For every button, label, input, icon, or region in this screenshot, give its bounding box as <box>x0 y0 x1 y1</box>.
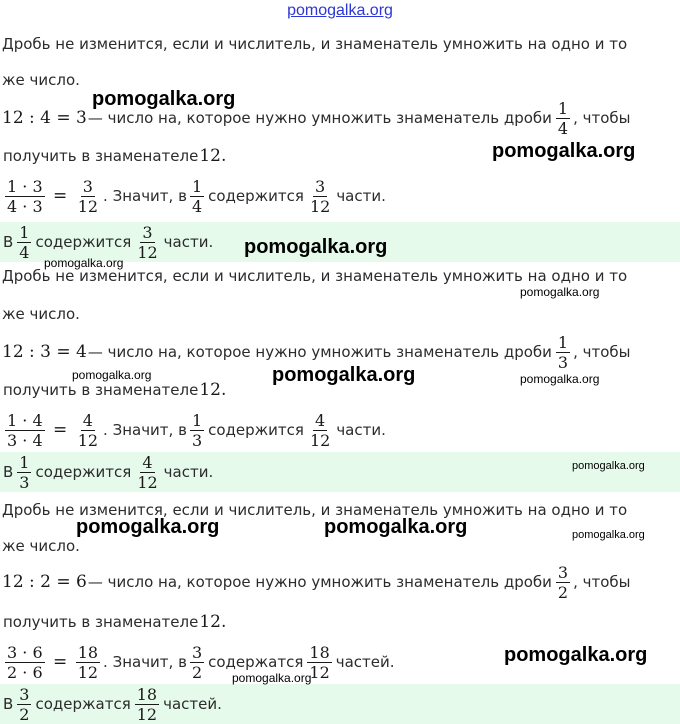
rule-line-1: Дробь не изменится, если и числитель, и знаменатель умножить на одно и то <box>2 35 628 53</box>
watermark: pomogalka.org <box>92 88 236 110</box>
watermark: pomogalka.org <box>504 644 648 666</box>
fraction: $\frac{1}{4}$ <box>191 176 203 216</box>
header-site-link[interactable]: pomogalka.org <box>287 2 393 19</box>
division-equation: 12 : 2 = 6 <box>2 572 87 592</box>
answer-line: В $\frac{1}{3}$ содержится $\frac{4}{12}$ части. <box>0 452 680 492</box>
rule-line-2: же число. <box>2 71 80 89</box>
watermark: pomogalka.org <box>324 516 468 538</box>
rule-line-2: же число. <box>2 305 80 323</box>
fraction: $\frac{1}{3}$ <box>19 452 30 492</box>
answer-line: В $\frac{3}{2}$ содержатся $\frac{18}{12}$ частей. <box>0 684 680 724</box>
watermark: pomogalka.org <box>520 372 600 386</box>
denominator-line: получить в знаменателе 12. <box>3 146 227 166</box>
equation-line: 12 : 2 = 6 — число на, которое нужно умножить знаменатель дроби $\frac{3}{2}$ , чтобы <box>2 562 631 602</box>
fraction: $\frac{1 \cdot 3}{4 \cdot 3}$ <box>7 176 43 216</box>
fraction: $\frac{3 \cdot 6}{2 \cdot 6}$ <box>7 642 43 682</box>
fraction: $\frac{18}{12}$ <box>77 642 99 682</box>
rule-line-1: Дробь не изменится, если и числитель, и знаменатель умножить на одно и то <box>2 501 628 519</box>
fraction: $\frac{1}{3}$ <box>191 410 203 450</box>
fraction: $\frac{18}{12}$ <box>309 642 330 682</box>
fraction-equality-line: $\frac{1 \cdot 4}{3 \cdot 4}$ = $\frac{4}{12}$ . Значит, в $\frac{1}{3}$ содержится $\frac{4}{12}$ части. <box>7 410 386 450</box>
fraction-equality-line: $\frac{3 \cdot 6}{2 \cdot 6}$ = $\frac{18}{12}$ . Значит, в $\frac{3}{2}$ содержатся $\frac{18}{12}$ частей. <box>7 642 395 682</box>
fraction: $\frac{3}{12}$ <box>77 176 99 216</box>
equation-line: 12 : 3 = 4 — число на, которое нужно умножить знаменатель дроби $\frac{1}{3}$ , чтобы <box>2 332 631 372</box>
watermark: pomogalka.org <box>232 671 312 685</box>
watermark: pomogalka.org <box>72 368 152 382</box>
watermark: pomogalka.org <box>244 236 388 258</box>
answer-line: В $\frac{1}{4}$ содержится $\frac{3}{12}$ части. <box>0 222 680 262</box>
division-equation: 12 : 4 = 3 <box>2 108 87 128</box>
fraction: $\frac{4}{12}$ <box>137 452 158 492</box>
watermark: pomogalka.org <box>572 529 645 541</box>
watermark: pomogalka.org <box>492 140 636 162</box>
watermark: pomogalka.org <box>572 460 645 472</box>
fraction: $\frac{4}{12}$ <box>77 410 99 450</box>
fraction: $\frac{3}{2}$ <box>557 562 569 602</box>
fraction: $\frac{3}{2}$ <box>191 642 203 682</box>
rule-line-2: же число. <box>2 537 80 555</box>
watermark: pomogalka.org <box>272 364 416 386</box>
fraction: $\frac{18}{12}$ <box>136 684 158 724</box>
fraction: $\frac{1}{3}$ <box>557 332 569 372</box>
fraction-equality-line: $\frac{1 \cdot 3}{4 \cdot 3}$ = $\frac{3}{12}$ . Значит, в $\frac{1}{4}$ содержится $\frac{3}{12}$ части. <box>7 176 386 216</box>
fraction: $\frac{1 \cdot 4}{3 \cdot 4}$ <box>7 410 43 450</box>
division-equation: 12 : 3 = 4 <box>2 342 87 362</box>
fraction: $\frac{3}{2}$ <box>19 684 30 724</box>
fraction: $\frac{3}{12}$ <box>309 176 331 216</box>
watermark: pomogalka.org <box>44 256 124 270</box>
denominator-line: получить в знаменателе 12. <box>3 612 227 632</box>
denominator-line: получить в знаменателе 12. <box>3 380 227 400</box>
fraction: $\frac{1}{4}$ <box>557 98 569 138</box>
watermark: pomogalka.org <box>520 285 600 299</box>
fraction: $\frac{3}{12}$ <box>137 222 158 262</box>
equation-line: 12 : 4 = 3 — число на, которое нужно умножить знаменатель дроби $\frac{1}{4}$ , чтобы <box>2 98 631 138</box>
watermark: pomogalka.org <box>76 516 220 538</box>
fraction: $\frac{1}{4}$ <box>19 222 30 262</box>
fraction: $\frac{4}{12}$ <box>309 410 331 450</box>
rule-line-1: Дробь не изменится, если и числитель, и знаменатель умножить на одно и то <box>2 267 628 285</box>
